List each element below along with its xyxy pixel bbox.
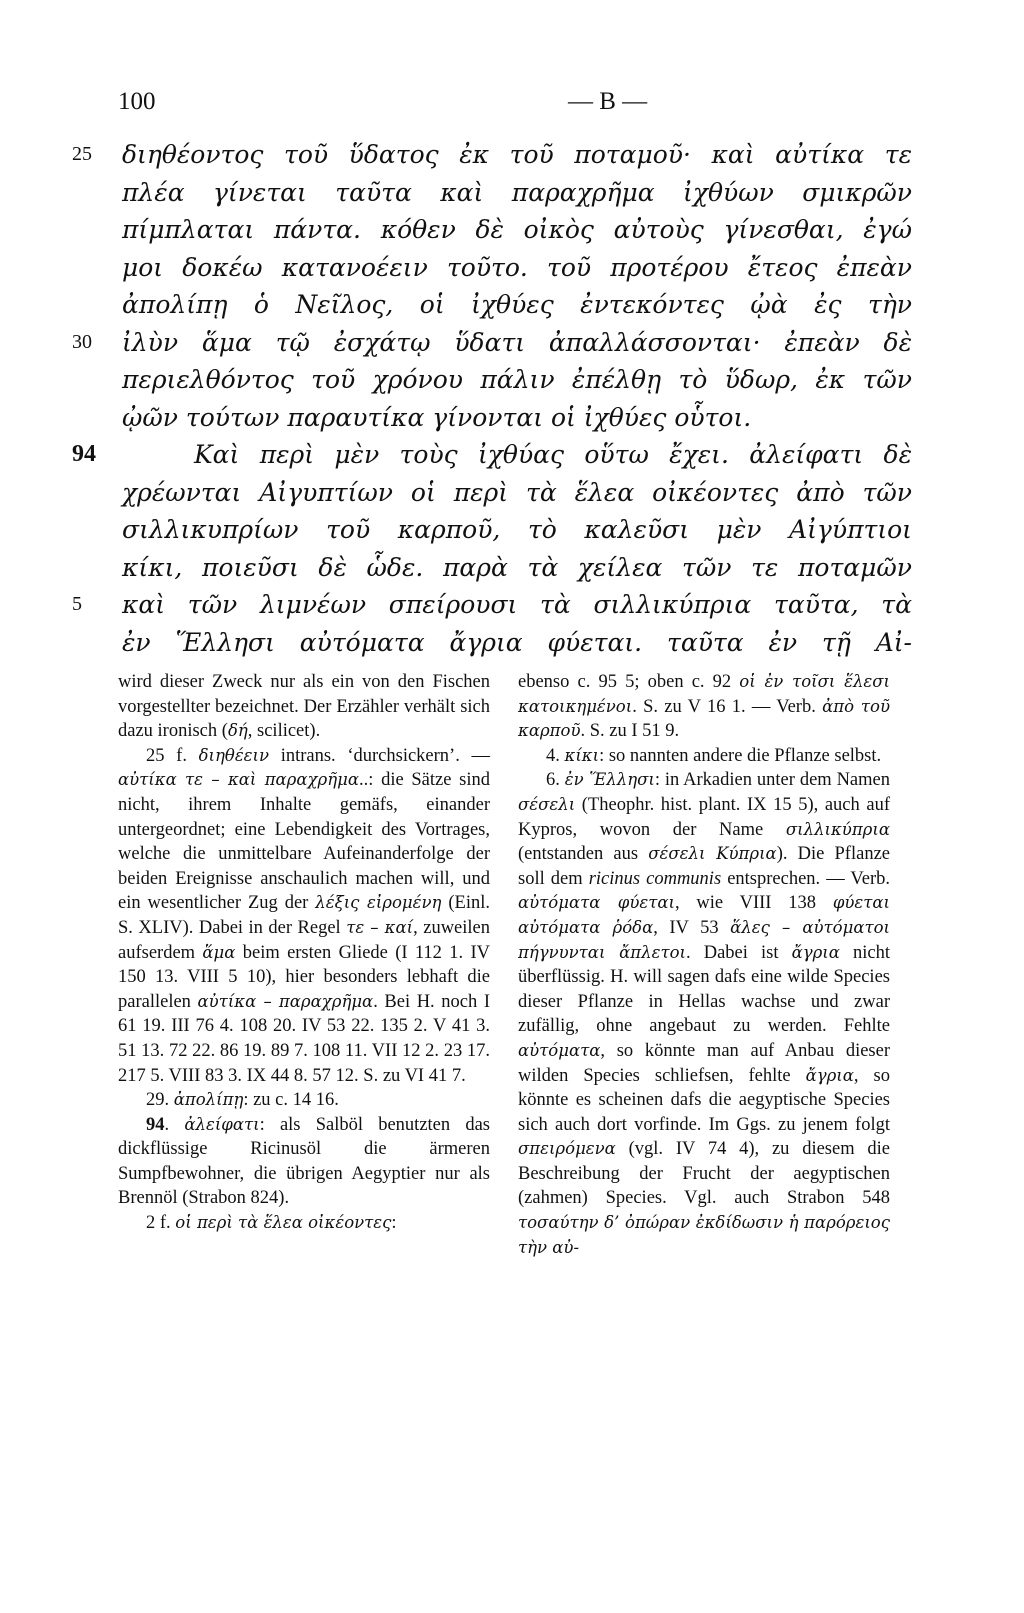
commentary-paragraph — [118, 744, 490, 1088]
note-text: , wie VIII 138 — [674, 893, 833, 914]
text-line — [72, 324, 912, 362]
greek-lemma: διηθέειν — [198, 745, 270, 765]
greek-lemma: τοσαύτην δ’ ὀπώραν ἐκδίδωσιν ἡ παρόρειος τὴν αὐ- — [518, 1213, 890, 1257]
note-text: (Einl. S. XLIV). Dabei in der Regel — [118, 893, 490, 938]
note-text: . Bei H. noch I 61 19. III 76 4. 108 20. IV 53 22. 135 2. V 41 3. 51 13. 72 22. 86 19. 89 7. 108 11. VII 12 2. 23 17. 217 5. VIII 83 3. IX 44 8. 57 12. S. zu VI 41 7. — [118, 991, 490, 1086]
greek-lemma: σιλλικύπρια — [785, 819, 890, 839]
greek-lemma: λέξις εἰρομένη — [315, 893, 442, 913]
commentary-paragraph — [518, 744, 890, 769]
chapter-number: 94 — [72, 441, 96, 467]
text-line — [72, 436, 912, 474]
greek-lemma: δή — [227, 721, 248, 741]
main-greek-text — [72, 136, 912, 661]
greek-lemma: οἱ ἐν τοῖσι ἕλεσι κατοικημένοι — [518, 672, 890, 716]
line-number: 30 — [72, 330, 92, 353]
text-line — [72, 549, 912, 587]
note-text: : zu c. 14 16. — [243, 1090, 339, 1111]
greek-lemma: ἀλείφατι — [184, 1114, 260, 1134]
page-number: 100 — [118, 88, 156, 115]
note-text: , zuweilen aufserdem — [118, 917, 491, 963]
chapter-ref: 94 — [146, 1114, 165, 1135]
text-line — [72, 136, 912, 174]
greek-lemma: αὐτίκα τε – καὶ παραχρῆμα — [118, 770, 359, 790]
greek-lemma: αὐτίκα – παραχρῆμα — [197, 991, 374, 1011]
text-line — [72, 286, 912, 324]
note-text: : so nannten andere die Pflanze selbst. — [599, 745, 882, 766]
greek-lemma: αὐτόματα — [518, 1040, 601, 1060]
text-line — [72, 361, 912, 399]
greek-lemma: ἅλες – αὐτόματοι πήγνυνται ἄπλετοι — [518, 917, 890, 962]
commentary — [118, 670, 908, 1570]
note-text: . Dabei ist — [685, 942, 792, 963]
text-line — [72, 174, 912, 212]
greek-lemma: ἄγρια — [791, 942, 840, 962]
note-text: (entstanden aus — [518, 844, 649, 865]
line-text: ᾠῶν τούτων παραυτίκα γίνονται οἱ ἰχθύες οὗτοι. — [122, 402, 752, 432]
note-text: 4. — [546, 745, 565, 766]
note-text: (vgl. IV 74 4), zu diesem die Beschreibung der Frucht der aegyptischen (zahmen) Species. Vgl. auch Strabon 548 — [518, 1139, 890, 1209]
note-text: ebenso c. 95 5; oben c. 92 — [518, 672, 740, 692]
note-text: : — [391, 1213, 397, 1234]
line-text: πλέα γίνεται ταῦτα καὶ παραχρῆμα ἰχθύων σμικρῶν — [122, 177, 912, 207]
note-text: 2 f. — [146, 1213, 176, 1234]
greek-lemma: ἐν Ἕλλησι — [564, 770, 655, 790]
commentary-paragraph — [118, 670, 490, 744]
note-text: : als Salböl benutzten das dickflüssige Ricinusöl die ärmeren Sumpfbewohner, die übrigen Aegyptier nur als Brennöl (Strabon 824). — [118, 1114, 491, 1209]
greek-lemma: φύεται αὐτόματα ῥόδα — [518, 893, 890, 937]
commentary-paragraph — [118, 1113, 490, 1211]
signature-mark: — B — — [568, 88, 648, 115]
italic-term: ricinus communis — [588, 868, 722, 889]
note-text: , so könnte es scheinen dafs die aegyptische Species sich auch dort vorfinde. Im Ggs. zu jenem folgt — [518, 1065, 890, 1135]
line-number: 25 — [72, 143, 92, 165]
greek-lemma: ἄγρια — [805, 1065, 854, 1085]
text-line — [72, 624, 912, 662]
greek-lemma: ἀπὸ τοῦ καρποῦ — [518, 696, 890, 741]
note-text: wird dieser Zweck nur als ein von den Fischen vorgestellter bezeichnet. Der Erzähler verhält sich dazu ironisch ( — [118, 672, 490, 742]
line-text: καὶ τῶν λιμνέων σπείρουσι τὰ σιλλικύπρια ταῦτα, τὰ — [122, 590, 912, 619]
page-header — [118, 88, 908, 124]
commentary-paragraph — [118, 1088, 490, 1113]
line-text: Καὶ περὶ μὲν τοὺς ἰχθύας οὕτω ἔχει. ἀλείφατι δὲ — [194, 440, 912, 469]
greek-lemma: τε – καί — [346, 917, 414, 937]
commentary-left-column — [118, 670, 490, 1236]
text-line — [72, 586, 912, 624]
text-line — [72, 399, 912, 437]
text-line — [72, 211, 912, 249]
note-text: , so könnte man auf Anbau dieser wilden Species schliefsen, fehlte — [518, 1040, 890, 1086]
text-line — [72, 249, 912, 287]
greek-lemma: σέσελι Κύπρια — [648, 844, 777, 864]
note-text: 25 f. — [146, 745, 199, 766]
line-text: μοι δοκέω κατανοέειν τοῦτο. τοῦ προτέρου ἔτεος ἐπεὰν — [122, 252, 912, 282]
greek-lemma: ἅμα — [202, 942, 236, 962]
note-text: nicht überflüssig. H. will sagen dafs eine wilde Species dieser Pflanze in Hellas wachse und zwar zufällig, ohne angebaut zu werden. Fehlte — [518, 942, 891, 1037]
line-text: ἐν Ἕλλησι αὐτόματα ἄγρια φύεται. ταῦτα ἐν τῇ Αἰ- — [122, 627, 912, 657]
text-line — [72, 511, 912, 549]
note-text: 29. — [146, 1090, 174, 1111]
note-text: ). Die Pflanze soll dem — [518, 844, 890, 889]
line-text: ἀπολίπῃ ὁ Νεῖλος, οἱ ἰχθύες ἐντεκόντες ᾠὰ ἐς τὴν — [122, 290, 912, 319]
commentary-paragraph — [118, 1211, 490, 1236]
text-line — [72, 474, 912, 512]
note-text: . S. zu I 51 9. — [580, 721, 680, 742]
line-text: περιελθόντος τοῦ χρόνου πάλιν ἐπέλθῃ τὸ ὕδωρ, ἐκ τῶν — [122, 365, 912, 394]
commentary-paragraph — [518, 768, 890, 1260]
note-text: , scilicet). — [247, 721, 321, 742]
note-text: , IV 53 — [653, 917, 731, 938]
line-text: κίκι, ποιεῦσι δὲ ὧδε. παρὰ τὰ χείλεα τῶν τε ποταμῶν — [122, 552, 912, 582]
note-text: intrans. ‘durchsickern’. — — [269, 745, 490, 766]
line-number: 5 — [72, 593, 82, 615]
greek-lemma: κίκι — [564, 745, 600, 765]
greek-lemma: οἱ περὶ τὰ ἕλεα οἰκέοντες — [175, 1213, 392, 1233]
commentary-paragraph — [518, 670, 890, 744]
line-text: πίμπλαται πάντα. κόθεν δὲ οἰκὸς αὐτοὺς γίνεσθαι, ἐγώ — [122, 215, 912, 244]
note-text: ..: die Sätze sind nicht, ihrem Inhalte gemäfs, einander untergeordnet; eine Lebendigkeit des Vortrages, welche die unmittelbare Aufeinanderfolge der beiden Ereignisse anschaulich machen will, und ein wesentlicher Zug der — [118, 770, 490, 914]
note-text: beim ersten Gliede (I 112 1. IV 150 13. VIII 5 10), hier besonders lebhaft die parallelen — [118, 942, 491, 1012]
line-text: σιλλικυπρίων τοῦ καρποῦ, τὸ καλεῦσι μὲν Αἰγύπτιοι — [122, 515, 912, 544]
greek-lemma: αὐτόματα φύεται — [518, 893, 675, 913]
note-text: (Theophr. hist. plant. IX 15 5), auch auf Kypros, wovon der Name — [518, 794, 890, 840]
note-text: 6. — [546, 770, 565, 791]
line-text: διηθέοντος τοῦ ὕδατος ἐκ τοῦ ποταμοῦ· καὶ αὐτίκα τε — [122, 140, 912, 169]
commentary-right-column — [518, 670, 890, 1260]
greek-lemma: σπειρόμενα — [518, 1139, 616, 1159]
line-text: ἰλὺν ἅμα τῷ ἐσχάτῳ ὕδατι ἀπαλλάσσονται· ἐπεὰν δὲ — [122, 327, 912, 357]
greek-lemma: σέσελι — [518, 794, 576, 814]
note-text: . S. zu V 16 1. — Verb. — [632, 696, 823, 717]
greek-lemma: ἀπολίπῃ — [173, 1090, 244, 1110]
line-text: χρέωνται Αἰγυπτίων οἱ περὶ τὰ ἕλεα οἰκέοντες ἀπὸ τῶν — [122, 477, 912, 507]
note-text: . — [164, 1114, 185, 1135]
note-text: entsprechen. — Verb. — [721, 868, 890, 889]
note-text: : in Arkadien unter dem Namen — [654, 770, 890, 791]
